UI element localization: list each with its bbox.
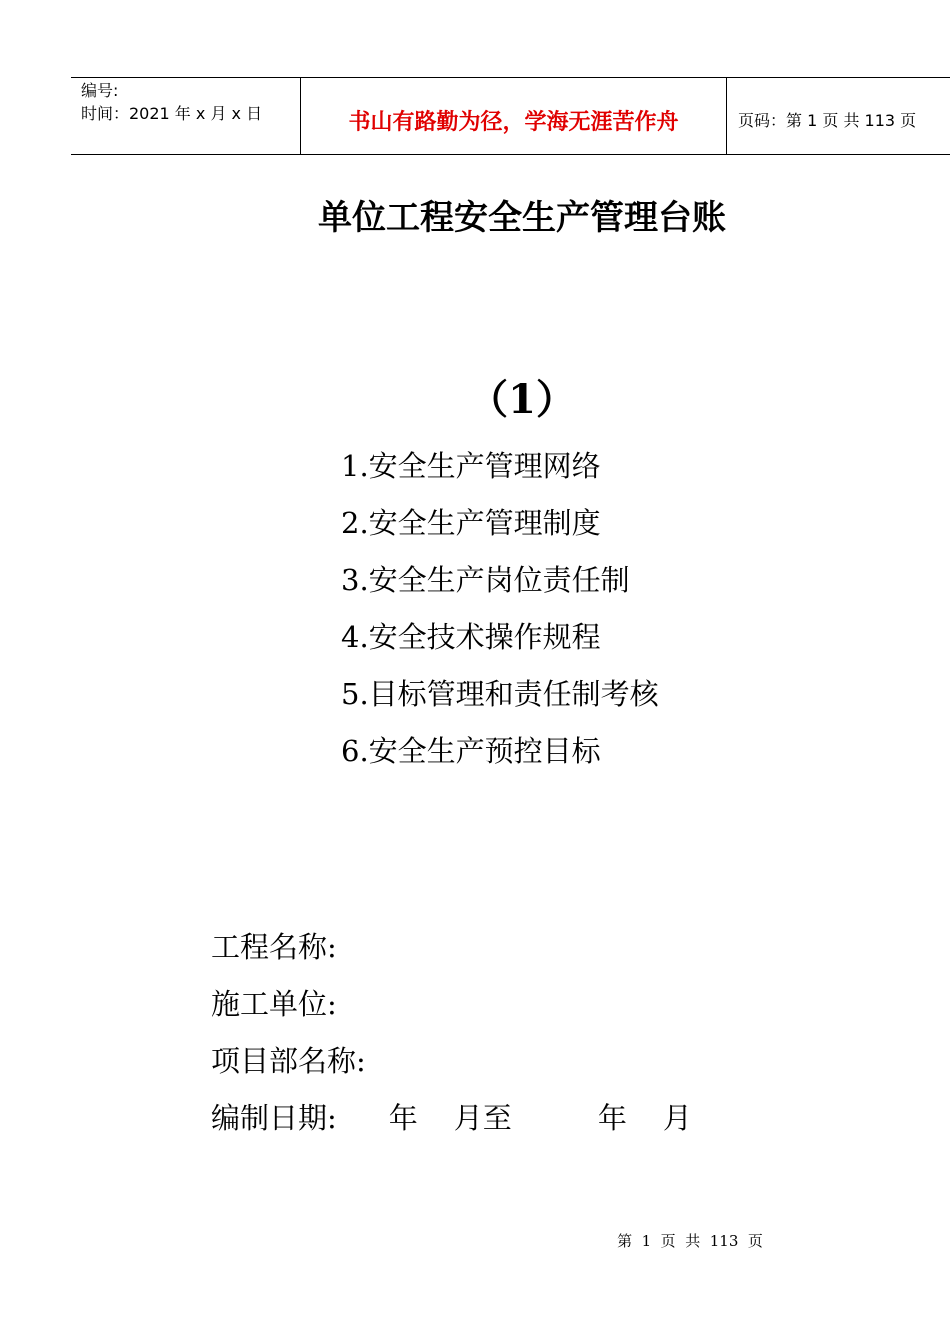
- contents-item: 6.安全生产预控目标: [341, 734, 601, 768]
- contents-list: [341, 441, 659, 783]
- contents-item: 2.安全生产管理制度: [341, 506, 601, 540]
- date-month-end: 月: [662, 1101, 692, 1135]
- construction-unit-field: 施工单位:: [211, 987, 337, 1021]
- compile-date-label: 编制日期:: [211, 1101, 337, 1135]
- date-year-end: 年: [597, 1101, 627, 1135]
- contents-item: 1.安全生产管理网络: [341, 449, 601, 483]
- header-page-cell: [727, 78, 950, 154]
- contents-item: 4.安全技术操作规程: [341, 620, 601, 654]
- date-year-start: 年: [388, 1101, 418, 1135]
- compile-date-field: [211, 1093, 692, 1150]
- page-header: [71, 77, 950, 155]
- page-footer: 第 1 页 共 113 页: [617, 1232, 763, 1250]
- document-number-label: 编号:: [81, 81, 119, 100]
- project-dept-field: 项目部名称:: [211, 1044, 366, 1078]
- project-info-fields: [211, 922, 692, 1150]
- header-page-number: 页码：第 1 页 共 113 页: [738, 111, 917, 130]
- document-time-label: 时间：2021 年 x 月 x 日: [81, 104, 263, 123]
- document-title: 单位工程安全生产管理台账: [318, 198, 726, 238]
- date-month-to: 月至: [453, 1101, 512, 1135]
- project-name-field: 工程名称:: [211, 930, 337, 964]
- header-motto: 书山有路勤为径，学海无涯苦作舟: [348, 110, 679, 135]
- header-motto-cell: [301, 78, 727, 154]
- contents-item: 5.目标管理和责任制考核: [341, 677, 659, 711]
- contents-item: 3.安全生产岗位责任制: [341, 563, 630, 597]
- header-meta-cell: [71, 78, 301, 154]
- volume-number: （1）: [468, 376, 576, 423]
